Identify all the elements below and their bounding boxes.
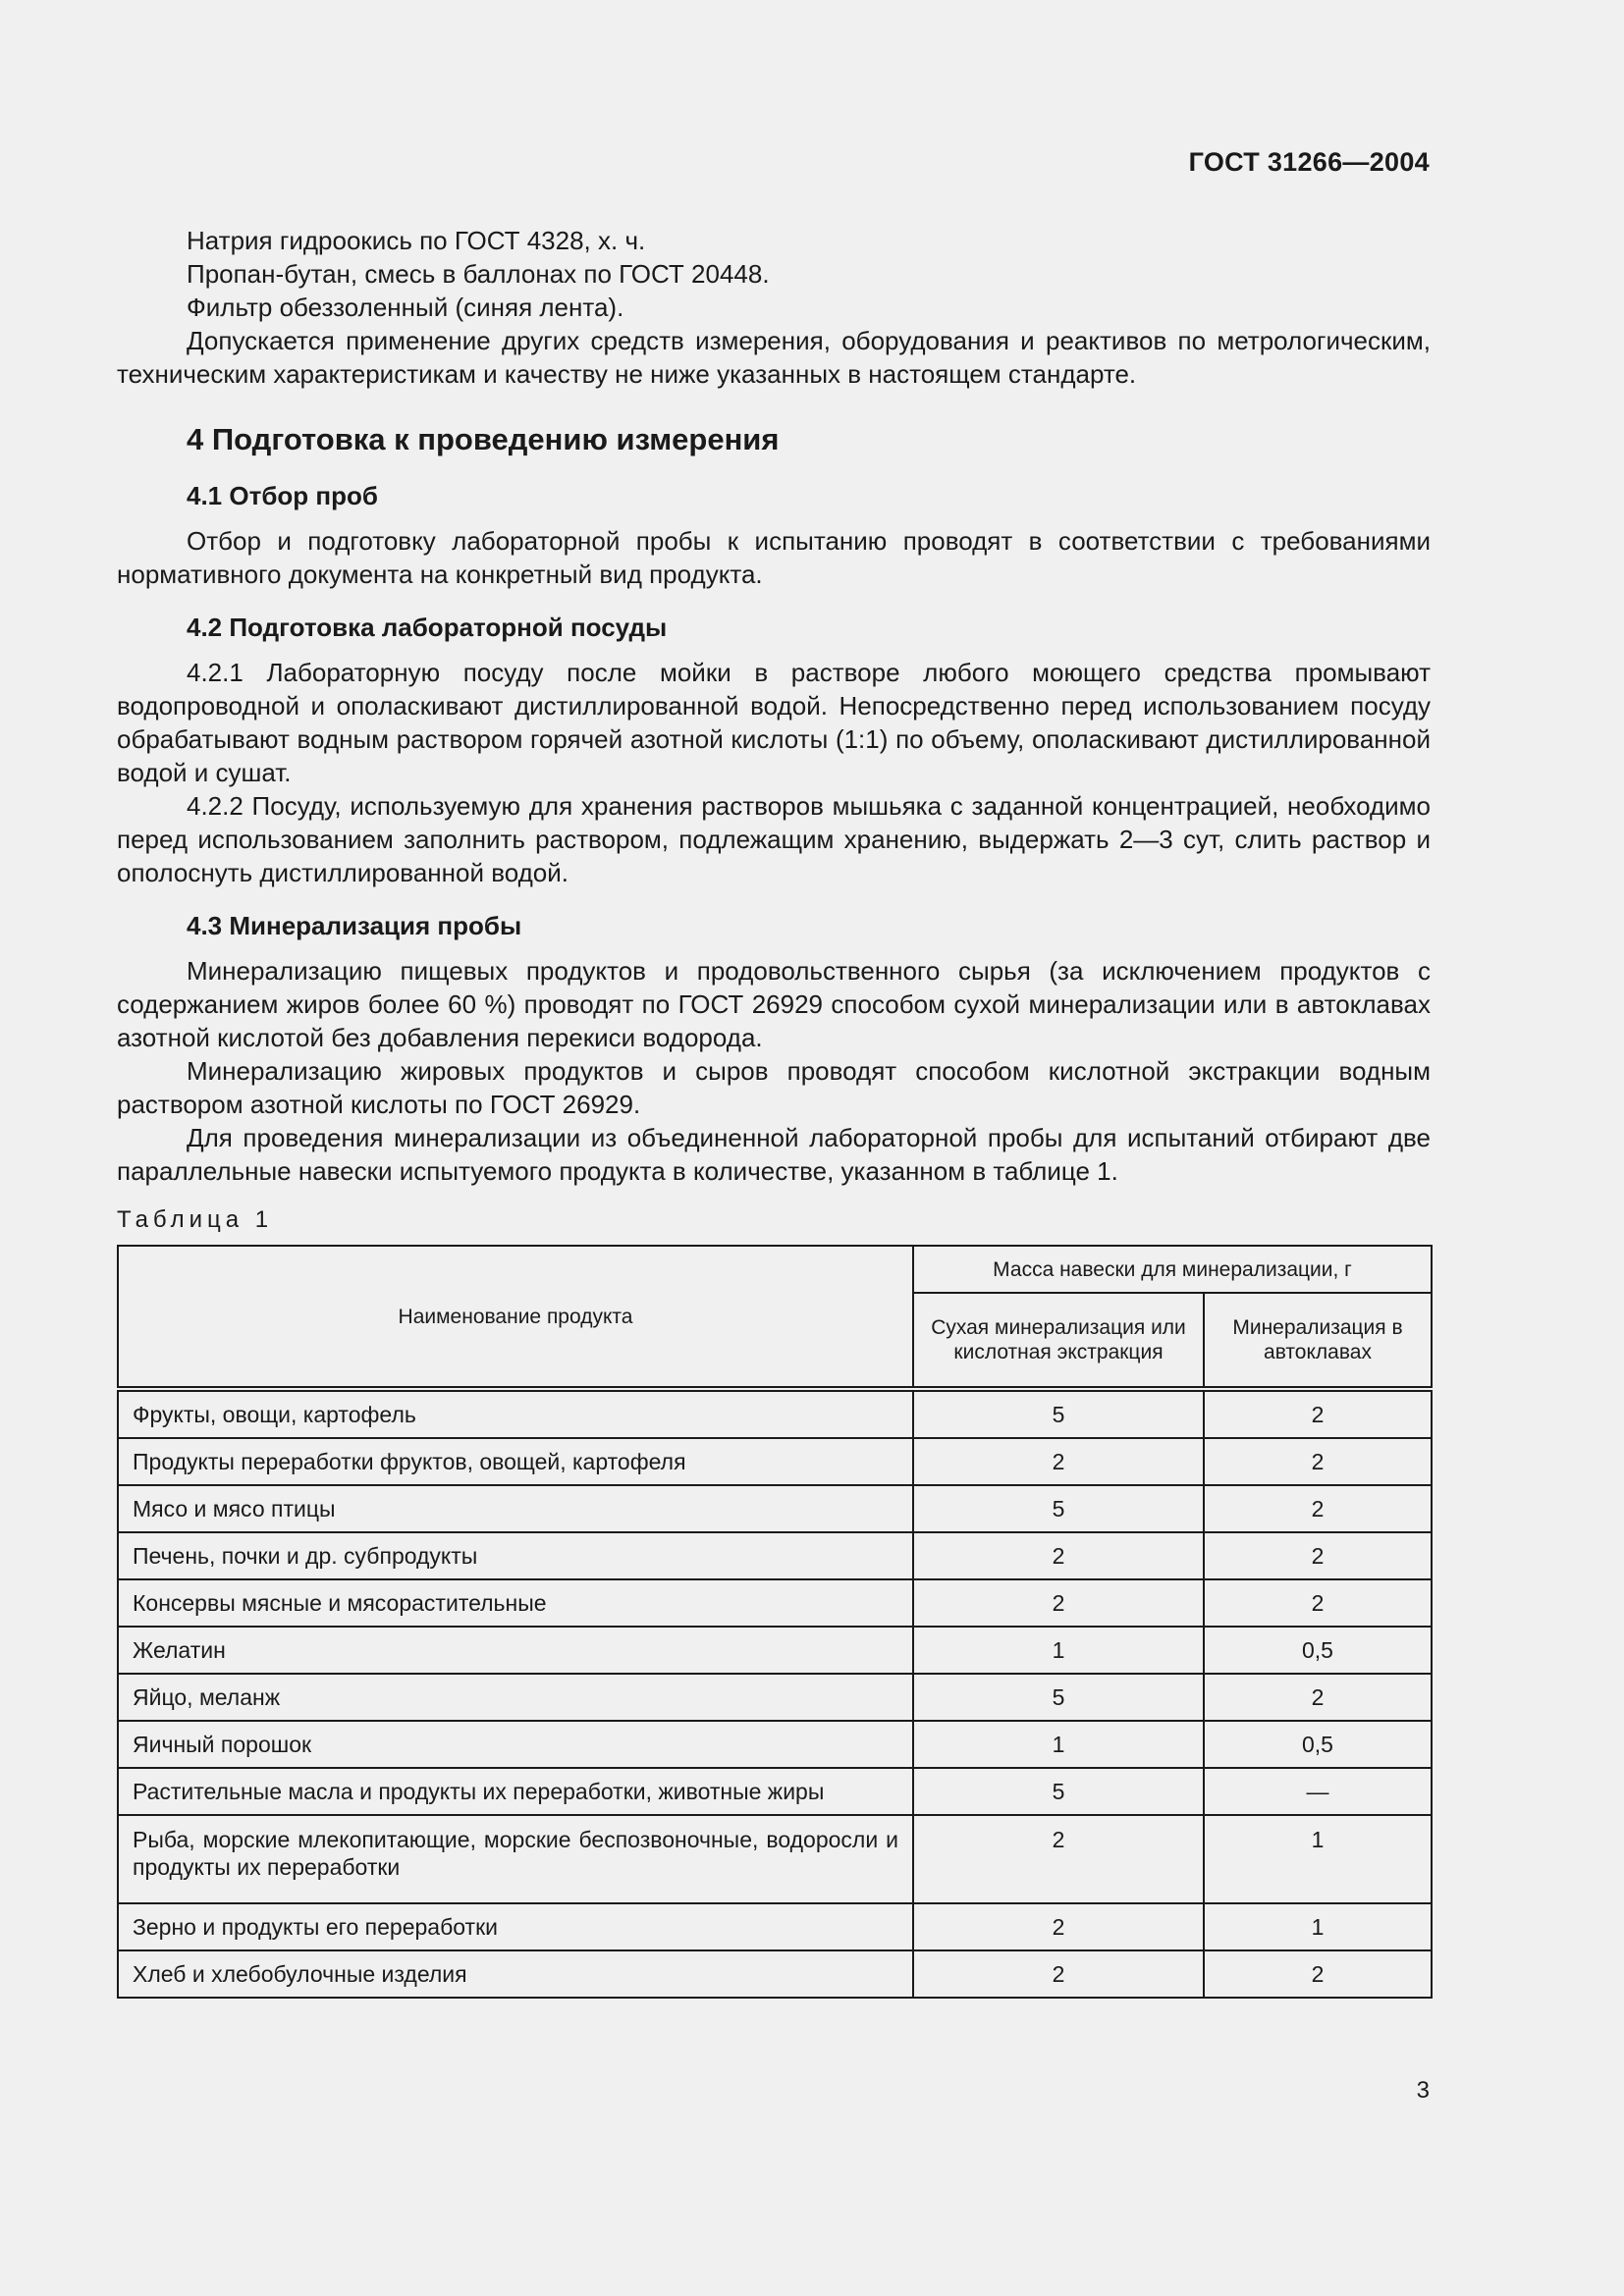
autoclave-value: 2 (1204, 1485, 1432, 1532)
autoclave-value: 0,5 (1204, 1627, 1432, 1674)
column-header-autoclave: Минерализация в автоклавах (1204, 1293, 1432, 1389)
product-name: Яичный порошок (118, 1721, 913, 1768)
section-4-3-heading: 4.3 Минерализация пробы (187, 911, 522, 940)
product-name: Продукты переработки фруктов, овощей, картофеля (118, 1438, 913, 1485)
table-row (118, 1438, 1432, 1485)
dry-value: 5 (913, 1674, 1204, 1721)
column-header-dry: Сухая минерализация или кислотная экстракция (913, 1293, 1204, 1389)
table-row (118, 1903, 1432, 1950)
autoclave-value: 1 (1204, 1815, 1432, 1903)
table-row (118, 1674, 1432, 1721)
table-1 (117, 1245, 1433, 1999)
table-row (118, 1768, 1432, 1815)
table-row (118, 1579, 1432, 1627)
product-name: Хлеб и хлебобулочные изделия (118, 1950, 913, 1998)
autoclave-value: 2 (1204, 1532, 1432, 1579)
autoclave-value: 2 (1204, 1950, 1432, 1998)
dry-value: 2 (913, 1438, 1204, 1485)
autoclave-value: 2 (1204, 1438, 1432, 1485)
intro-line: Натрия гидроокись по ГОСТ 4328, х. ч. (187, 226, 646, 255)
dry-value: 2 (913, 1815, 1204, 1903)
autoclave-value: — (1204, 1768, 1432, 1815)
dry-value: 2 (913, 1579, 1204, 1627)
product-name: Яйцо, меланж (118, 1674, 913, 1721)
table-row (118, 1627, 1432, 1674)
product-name: Печень, почки и др. субпродукты (118, 1532, 913, 1579)
dry-value: 5 (913, 1389, 1204, 1438)
document-code: ГОСТ 31266—2004 (1188, 147, 1430, 177)
dry-value: 2 (913, 1950, 1204, 1998)
section-4-1-heading: 4.1 Отбор проб (187, 481, 378, 510)
section-4-heading: 4 Подготовка к проведению измерения (187, 422, 780, 456)
dry-value: 5 (913, 1485, 1204, 1532)
dry-value: 2 (913, 1903, 1204, 1950)
page-number: 3 (1416, 2077, 1430, 2104)
dry-value: 1 (913, 1721, 1204, 1768)
table-row (118, 1950, 1432, 1998)
table-row (118, 1485, 1432, 1532)
page-content (117, 224, 1431, 1999)
section-4-1-text: Отбор и подготовку лабораторной пробы к испытанию проводят в соответствии с требованиями нормативного документа на конкретный вид продукта. (117, 526, 1431, 589)
autoclave-value: 1 (1204, 1903, 1432, 1950)
section-4-3-text-3: Для проведения минерализации из объединенной лабораторной пробы для испытаний отбирают две параллельные навески испытуемого продукта в количестве, указанном в таблице 1. (117, 1123, 1431, 1186)
dry-value: 1 (913, 1627, 1204, 1674)
product-name: Консервы мясные и мясорастительные (118, 1579, 913, 1627)
table-row (118, 1389, 1432, 1438)
autoclave-value: 0,5 (1204, 1721, 1432, 1768)
table-row (118, 1721, 1432, 1768)
product-name: Желатин (118, 1627, 913, 1674)
product-name: Фрукты, овощи, картофель (118, 1389, 913, 1438)
autoclave-value: 2 (1204, 1674, 1432, 1721)
section-4-2-heading: 4.2 Подготовка лабораторной посуды (187, 613, 668, 642)
column-header-mass: Масса навески для минерализации, г (913, 1246, 1432, 1293)
table-caption: Таблица 1 (117, 1206, 274, 1233)
column-header-product: Наименование продукта (118, 1246, 913, 1389)
intro-line: Пропан-бутан, смесь в баллонах по ГОСТ 20448. (187, 259, 770, 289)
autoclave-value: 2 (1204, 1389, 1432, 1438)
autoclave-value: 2 (1204, 1579, 1432, 1627)
intro-paragraph: Допускается применение других средств измерения, оборудования и реактивов по метрологическим, техническим характеристикам и качеству не ниже указанных в настоящем стандарте. (117, 326, 1431, 389)
table-row (118, 1532, 1432, 1579)
product-name: Зерно и продукты его переработки (118, 1903, 913, 1950)
intro-line: Фильтр обеззоленный (синяя лента). (187, 293, 624, 322)
product-name: Мясо и мясо птицы (118, 1485, 913, 1532)
section-4-3-text-1: Минерализацию пищевых продуктов и продовольственного сырья (за исключением продуктов с содержанием жиров более 60 %) проводят по ГОСТ 26929 способом сухой минерализации или в автоклавах азотной кислотой без добавления перекиси водорода. (117, 956, 1431, 1052)
dry-value: 5 (913, 1768, 1204, 1815)
table-row (118, 1815, 1432, 1903)
section-4-2-2-text: 4.2.2 Посуду, используемую для хранения растворов мышьяка с заданной концентрацией, необходимо перед использованием заполнить раствором, подлежащим хранению, выдержать 2—3 сут, слить раствор и ополоснуть дистиллированной водой. (117, 791, 1431, 887)
dry-value: 2 (913, 1532, 1204, 1579)
product-name: Растительные масла и продукты их переработки, животные жиры (118, 1768, 913, 1815)
section-4-2-1-text: 4.2.1 Лабораторную посуду после мойки в растворе любого моющего средства промывают водопроводной и ополаскивают дистиллированной водой. Непосредственно перед использованием посуду обрабатывают водным раствором горячей азотной кислоты (1:1) по объему, ополаскивают дистиллированной водой и сушат. (117, 658, 1431, 787)
section-4-3-text-2: Минерализацию жировых продуктов и сыров проводят способом кислотной экстракции водным раствором азотной кислоты по ГОСТ 26929. (117, 1056, 1431, 1119)
product-name: Рыба, морские млекопитающие, морские беспозвоночные, водоросли и продукты их переработки (118, 1815, 913, 1903)
